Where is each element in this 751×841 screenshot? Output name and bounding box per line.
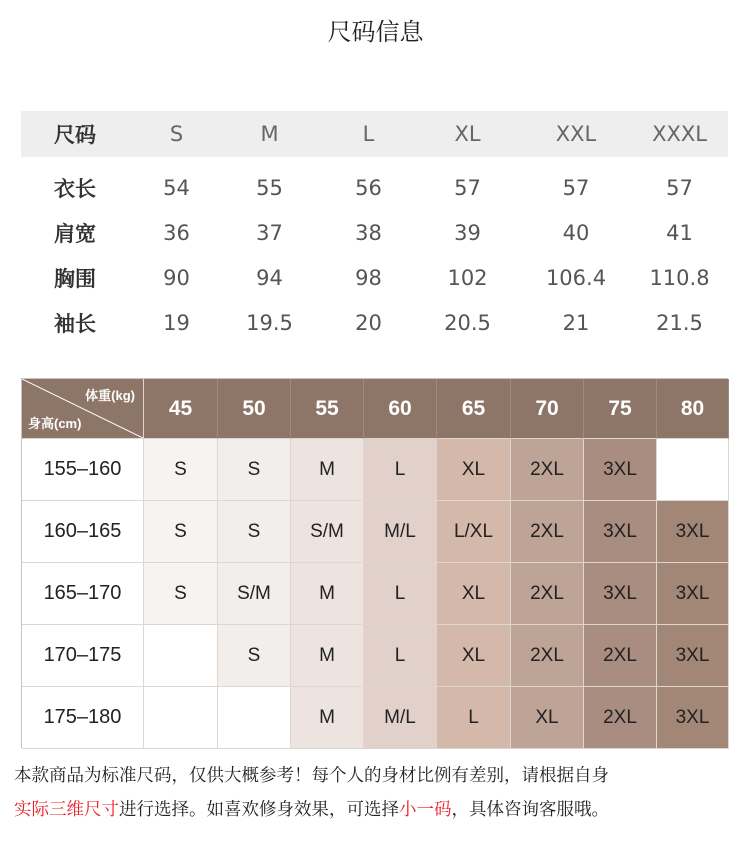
size-name: L — [362, 122, 375, 146]
weight-header: 50 — [218, 379, 291, 439]
size-recommendation-cell: L — [364, 563, 437, 625]
measure-value: 21.5 — [656, 310, 703, 335]
height-range-label: 155–160 — [22, 439, 144, 501]
size-recommendation-cell: M — [291, 563, 364, 625]
note-text-mid: 进行选择。如喜欢修身效果，可选择 — [119, 800, 399, 820]
size-recommendation-cell: 3XL — [657, 625, 729, 687]
size-recommendation-cell — [144, 687, 218, 749]
size-info-table — [21, 111, 728, 345]
size-recommendation-cell: 3XL — [657, 501, 729, 563]
size-recommendation-cell — [144, 625, 218, 687]
size-recommendation-cell: 3XL — [657, 563, 729, 625]
measure-value: 94 — [256, 265, 283, 290]
size-recommendation-cell: S — [218, 625, 291, 687]
weight-height-size-grid — [21, 378, 728, 748]
measure-value: 39 — [454, 220, 481, 245]
measure-label: 衣长 — [54, 176, 96, 201]
height-range-label: 170–175 — [22, 625, 144, 687]
measure-value: 41 — [666, 220, 693, 245]
height-axis-label: 身高(cm) — [28, 416, 82, 431]
size-recommendation-cell: XL — [511, 687, 584, 749]
size-recommendation-cell: S — [218, 439, 291, 501]
measure-value: 102 — [447, 265, 488, 290]
size-recommendation-cell: 3XL — [584, 439, 657, 501]
weight-header: 75 — [584, 379, 657, 439]
measure-label: 袖长 — [54, 311, 96, 336]
size-recommendation-cell: 2XL — [511, 563, 584, 625]
size-recommendation-cell: 2XL — [511, 439, 584, 501]
measure-value: 110.8 — [649, 265, 710, 290]
size-header-label: 尺码 — [54, 123, 96, 147]
size-recommendation-cell: L — [437, 687, 511, 749]
size-recommendation-cell: L — [364, 439, 437, 501]
height-range-label: 160–165 — [22, 501, 144, 563]
measure-label: 肩宽 — [54, 221, 96, 246]
size-recommendation-cell: 3XL — [657, 687, 729, 749]
size-name: XXXL — [652, 122, 707, 146]
weight-header: 55 — [291, 379, 364, 439]
size-recommendation-cell: 2XL — [511, 625, 584, 687]
size-recommendation-cell: M/L — [364, 501, 437, 563]
height-range-label: 175–180 — [22, 687, 144, 749]
size-recommendation-cell: XL — [437, 625, 511, 687]
measure-value: 40 — [562, 220, 590, 245]
size-recommendation-cell: S — [144, 563, 218, 625]
weight-header: 65 — [437, 379, 511, 439]
size-table-row — [21, 255, 728, 300]
size-recommendation-cell: S — [218, 501, 291, 563]
size-name: M — [260, 122, 279, 146]
measure-value: 56 — [355, 175, 382, 200]
measure-value: 36 — [163, 220, 190, 245]
size-recommendation-cell: M — [291, 625, 364, 687]
measure-value: 98 — [355, 265, 382, 290]
size-recommendation-cell: M/L — [364, 687, 437, 749]
size-recommendation-cell: S/M — [218, 563, 291, 625]
measure-value: 19.5 — [246, 310, 293, 335]
size-note-line2 — [14, 796, 744, 821]
size-recommendation-cell: 2XL — [584, 687, 657, 749]
size-table-row — [21, 300, 728, 345]
size-recommendation-cell: L/XL — [437, 501, 511, 563]
size-recommendation-cell: M — [291, 687, 364, 749]
height-range-label: 165–170 — [22, 563, 144, 625]
size-table-row — [21, 210, 728, 255]
size-recommendation-cell: S — [144, 501, 218, 563]
measure-value: 20 — [355, 310, 382, 335]
measure-value: 57 — [666, 175, 693, 200]
measure-value: 90 — [163, 265, 190, 290]
weight-header: 80 — [657, 379, 729, 439]
size-recommendation-cell — [657, 439, 729, 501]
size-name: XL — [454, 122, 481, 146]
note-text-end: ，具体咨询客服哦。 — [451, 800, 609, 820]
page-title: 尺码信息 — [327, 18, 424, 46]
weight-header: 60 — [364, 379, 437, 439]
measure-value: 21 — [562, 310, 590, 335]
measure-value: 106.4 — [545, 265, 607, 290]
size-recommendation-cell: S/M — [291, 501, 364, 563]
weight-header: 45 — [144, 379, 218, 439]
size-recommendation-cell: XL — [437, 563, 511, 625]
size-recommendation-cell: XL — [437, 439, 511, 501]
size-recommendation-cell — [218, 687, 291, 749]
measure-value: 37 — [256, 220, 283, 245]
size-name: S — [169, 122, 184, 146]
note-highlight-3d-size: 实际三维尺寸 — [14, 800, 119, 820]
size-name: XXL — [555, 122, 597, 146]
size-recommendation-cell: 3XL — [584, 563, 657, 625]
size-note-line1: 本款商品为标准尺码，仅供大概参考！每个人的身材比例有差别，请根据自身 — [14, 766, 609, 786]
measure-label: 胸围 — [54, 266, 96, 291]
size-table-row — [21, 165, 728, 210]
measure-value: 19 — [163, 310, 190, 335]
size-table-header — [21, 111, 728, 157]
size-recommendation-cell: L — [364, 625, 437, 687]
size-recommendation-cell: 2XL — [584, 625, 657, 687]
grid-corner-header — [22, 379, 144, 439]
measure-value: 57 — [562, 175, 590, 200]
measure-value: 55 — [256, 175, 283, 200]
measure-value: 54 — [163, 175, 190, 200]
measure-value: 38 — [355, 220, 382, 245]
size-recommendation-cell: 2XL — [511, 501, 584, 563]
size-recommendation-cell: 3XL — [584, 501, 657, 563]
measure-value: 20.5 — [444, 310, 491, 335]
note-highlight-size-down: 小一码 — [399, 800, 452, 820]
size-recommendation-cell: M — [291, 439, 364, 501]
measure-value: 57 — [454, 175, 481, 200]
size-recommendation-cell: S — [144, 439, 218, 501]
weight-axis-label: 体重(kg) — [85, 388, 135, 403]
weight-header: 70 — [511, 379, 584, 439]
